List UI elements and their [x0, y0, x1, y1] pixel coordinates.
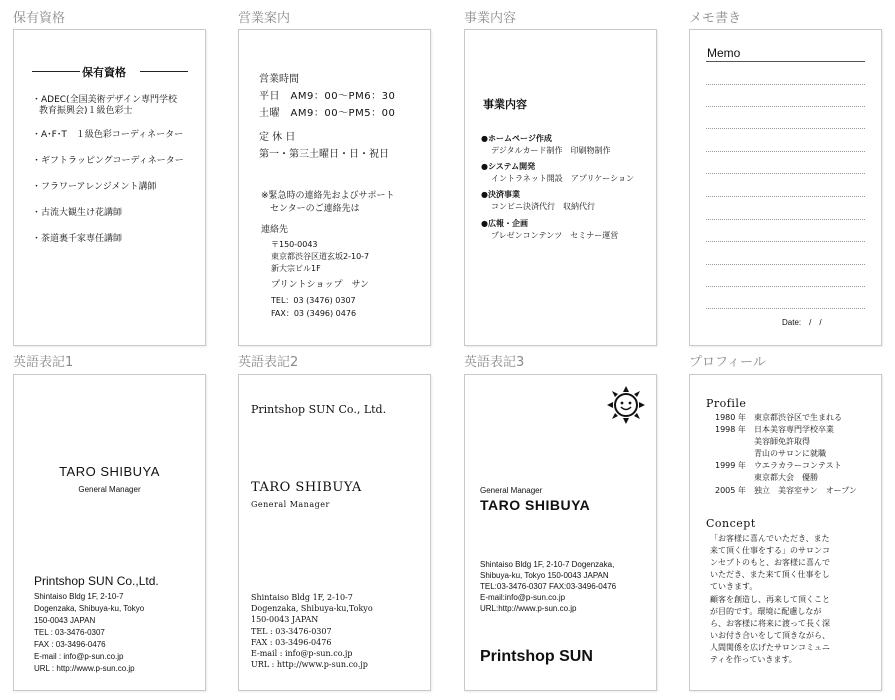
memo-rule — [706, 151, 865, 152]
en2-name: TARO SHIBUYA — [251, 480, 362, 495]
service-heading: ●広報・企画 — [481, 219, 528, 228]
concept-line: 人間関係を広げたサロンコミュニ — [710, 643, 830, 652]
history-year: 2005 年 — [715, 486, 746, 495]
en1-line: 150-0043 JAPAN — [34, 616, 96, 625]
service-heading: ●ホームページ作成 — [481, 134, 552, 143]
card-english-3[interactable] — [464, 374, 657, 691]
concept-line: 顧客を創造し、再来して頂くこと — [710, 595, 830, 604]
qual-item: ・古流大観生け花講師 — [32, 208, 123, 218]
history-year: 1980 年 — [715, 413, 746, 422]
hours-title: 営業時間 — [259, 74, 299, 85]
concept-line: が目的です。環境に配慮しなが — [710, 607, 822, 616]
concept-line: 「お客様に喜んでいただき、また — [710, 534, 830, 543]
service-detail: イントラネット開設 アプリケーション — [491, 174, 634, 183]
en1-company: Printshop SUN Co.,Ltd. — [34, 574, 159, 588]
qual-item: ・ギフトラッピングコーディネーター — [32, 156, 184, 166]
qual-item: ・A･F･T １級色彩コーディネーター — [32, 130, 184, 140]
memo-title: Memo — [707, 46, 741, 60]
en1-line: E-mail : info@p-sun.co.jp — [34, 652, 124, 661]
contact-title: 連絡先 — [261, 225, 289, 235]
concept-line: 来て頂く仕事をする」のサロンコ — [710, 546, 830, 555]
service-detail: デジタルカード制作 印刷物制作 — [491, 146, 611, 155]
caption-english-1: 英語表記1 — [13, 355, 74, 370]
en2-line: Shintaiso Bldg 1F, 2-10-7 — [251, 593, 353, 602]
en1-line: Dogenzaka, Shibuya-ku, Tokyo — [34, 604, 145, 613]
service-heading: ●決済事業 — [481, 190, 520, 199]
qual-item: ・フラワーアレンジメント講師 — [32, 182, 157, 192]
en3-line: URL:http://www.p-sun.co.jp — [480, 604, 577, 613]
card-memo[interactable] — [689, 29, 882, 346]
qual-item: ・ADEC(全国美術デザイン専門学校 — [32, 95, 177, 105]
concept-line: ティを作っていきます。 — [710, 655, 797, 664]
service-detail: コンビニ決済代行 収納代行 — [491, 202, 595, 211]
en3-line: E-mail:info@p-sun.co.jp — [480, 593, 566, 602]
en2-line: Dogenzaka, Shibuya-ku,Tokyo — [251, 604, 373, 613]
address-line: 〒150-0043 — [271, 240, 318, 249]
en3-line: TEL:03-3476-0307 FAX:03-3496-0476 — [480, 582, 617, 591]
history-year: 1999 年 — [715, 461, 746, 470]
support-note: ※緊急時の連絡先およびサポート — [261, 191, 395, 201]
en2-role: General Manager — [251, 500, 330, 509]
history-text: 東京都大会 優勝 — [754, 473, 818, 482]
caption-profile: プロフィール — [689, 355, 766, 370]
history-text: 東京都渋谷区で生まれる — [754, 413, 842, 422]
caption-memo: メモ書き — [689, 11, 742, 26]
service-detail: プレゼンコンテンツ セミナー運営 — [491, 231, 619, 240]
concept-line: ンセプトのもと、お客様に喜んで — [710, 558, 830, 567]
en3-line: Shintaiso Bldg 1F, 2-10-7 Dogenzaka, — [480, 560, 615, 569]
concept-line: ら、お客様に将来に渡って長く深 — [710, 619, 830, 628]
card-business-info[interactable] — [238, 29, 431, 346]
card-profile[interactable] — [689, 374, 882, 691]
history-year: 1998 年 — [715, 425, 746, 434]
title-rule-left — [32, 71, 80, 72]
history-text: 日本美容専門学校卒業 — [754, 425, 834, 434]
card-services[interactable] — [464, 29, 657, 346]
en3-line: Shibuya-ku, Tokyo 150-0043 JAPAN — [480, 571, 609, 580]
tel-line: TEL：03 (3476) 0307 — [271, 296, 356, 305]
caption-services: 事業内容 — [464, 11, 517, 26]
history-text: 青山のサロンに就職 — [754, 449, 826, 458]
shop-name: プリントショップ サン — [271, 280, 370, 290]
card-qualifications[interactable] — [13, 29, 206, 346]
memo-rule — [706, 264, 865, 265]
memo-rule — [706, 308, 865, 309]
title-rule-right — [140, 71, 188, 72]
card-english-2[interactable] — [238, 374, 431, 691]
holiday-title: 定 休 日 — [259, 132, 296, 143]
en1-name: TARO SHIBUYA — [59, 464, 160, 479]
en1-line: TEL : 03-3476-0307 — [34, 628, 105, 637]
caption-english-2: 英語表記2 — [238, 355, 299, 370]
card-english-1[interactable] — [13, 374, 206, 691]
sun-icon — [606, 385, 646, 425]
memo-rule — [706, 106, 865, 107]
concept-line: いただき、また来て頂く仕事をし — [710, 570, 830, 579]
address-line: 新大宗ビル1F — [271, 264, 321, 273]
support-note: センターのご連絡先は — [261, 204, 360, 214]
caption-qualifications: 保有資格 — [13, 11, 66, 26]
memo-rule — [706, 128, 865, 129]
en2-line: TEL : 03-3476-0307 — [251, 627, 332, 636]
en2-line: FAX : 03-3496-0476 — [251, 638, 332, 647]
memo-rule — [706, 173, 865, 174]
address-line: 東京都渋谷区道玄坂2-10-7 — [271, 252, 370, 261]
qual-item: ・茶道裏千家専任講師 — [32, 234, 123, 244]
en2-line: 150-0043 JAPAN — [251, 615, 319, 624]
memo-rule — [706, 84, 865, 85]
caption-english-3: 英語表記3 — [464, 355, 525, 370]
en1-line: FAX : 03-3496-0476 — [34, 640, 106, 649]
fax-line: FAX：03 (3496) 0476 — [271, 309, 357, 318]
services-title: 事業内容 — [483, 98, 527, 111]
hours-saturday: 土曜 AM9：00～PM5：00 — [259, 108, 396, 119]
concept-line: ていきます。 — [710, 582, 758, 591]
history-text: 美容師免許取得 — [754, 437, 810, 446]
hours-weekday: 平日 AM9：00～PM6：30 — [259, 91, 396, 102]
en2-line: E-mail : info@p-sun.co.jp — [251, 649, 353, 658]
service-heading: ●システム開発 — [481, 162, 536, 171]
concept-line: いお付き合いをして頂きながら、 — [710, 631, 830, 640]
holiday-text: 第一・第三土曜日・日・祝日 — [259, 149, 389, 160]
en2-line: URL : http://www.p-sun.co.jp — [251, 660, 368, 669]
en1-line: Shintaiso Bldg 1F, 2-10-7 — [34, 592, 124, 601]
en3-company: Printshop SUN — [480, 648, 593, 665]
en3-name: TARO SHIBUYA — [480, 497, 591, 513]
memo-rule — [706, 61, 865, 62]
caption-business-info: 営業案内 — [238, 11, 291, 26]
en3-role: General Manager — [480, 486, 543, 495]
memo-date: Date: / / — [782, 318, 822, 327]
profile-title: Profile — [706, 397, 747, 410]
qual-item: 教育振興会)１級色彩士 — [39, 106, 133, 116]
en1-line: URL : http://www.p-sun.co.jp — [34, 664, 135, 673]
en2-company: Printshop SUN Co., Ltd. — [251, 403, 387, 416]
memo-rule — [706, 286, 865, 287]
history-text: ウエラカラーコンテスト — [754, 461, 842, 470]
memo-rule — [706, 241, 865, 242]
en1-role: General Manager — [78, 485, 141, 494]
qualifications-title: 保有資格 — [82, 66, 126, 79]
memo-rule — [706, 196, 865, 197]
concept-title: Concept — [706, 517, 756, 530]
history-text: 独立 美容室サン オープン — [754, 486, 857, 495]
memo-rule — [706, 219, 865, 220]
